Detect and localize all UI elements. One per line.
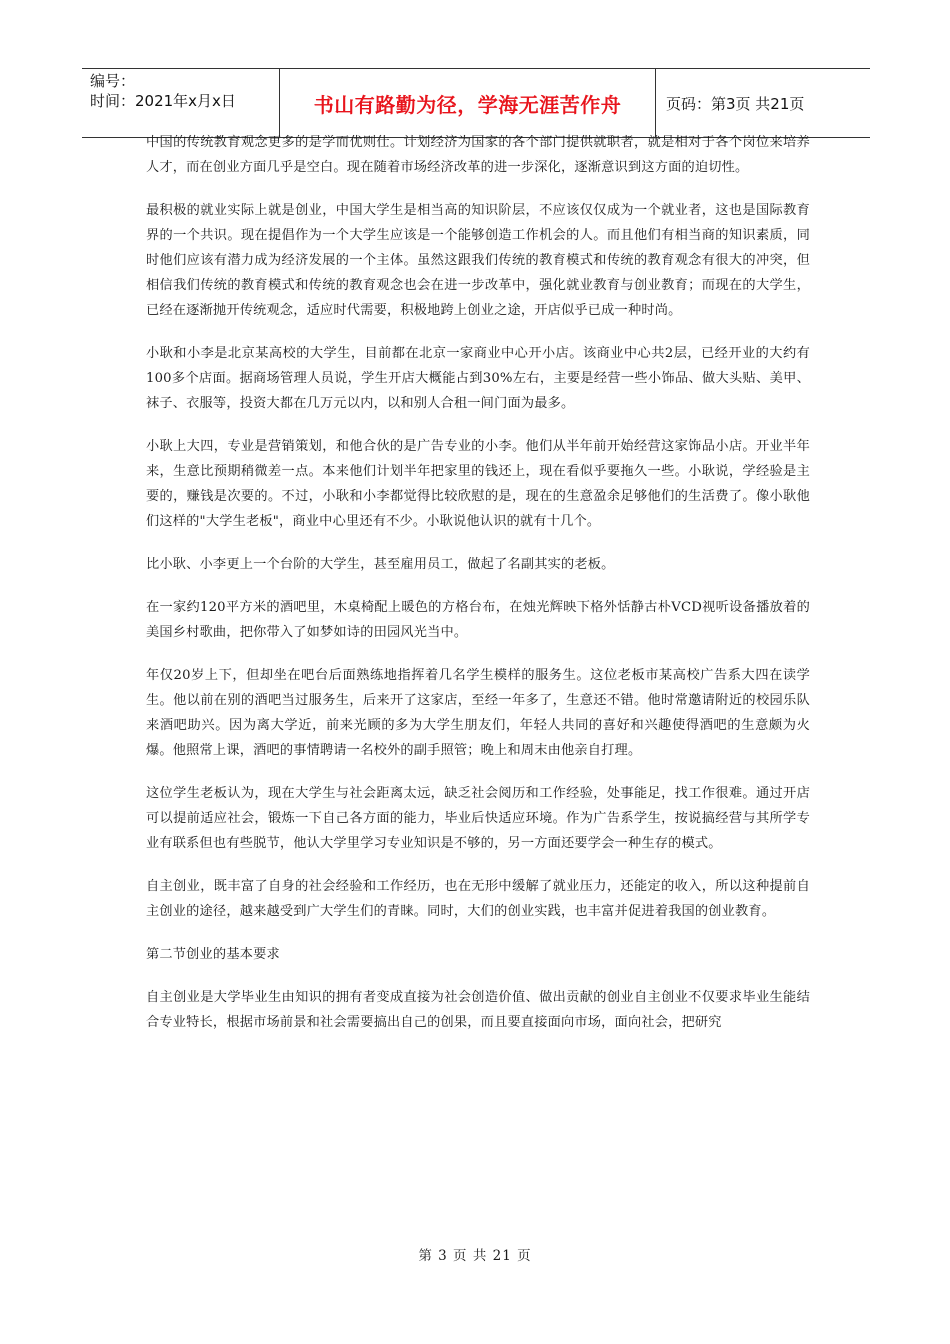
header-page-info: 页码：第3页 共21页 xyxy=(666,94,805,113)
paragraph: 自主创业，既丰富了自身的社会经验和工作经历，也在无形中缓解了就业压力，还能定的收入，所以这种提前自主创业的途径，越来越受到广大学生们的青睐。同时，大们的创业实践，也丰富并促进着我国的创业教育。 xyxy=(146,879,810,919)
paragraph: 在一家约120平方米的酒吧里，木桌椅配上暖色的方格台布，在烛光辉映下格外恬静古朴VCD视听设备播放着的美国乡村歌曲，把你带入了如梦如诗的田园风光当中。 xyxy=(146,600,810,640)
paragraph: 小耿和小李是北京某高校的大学生，目前都在北京一家商业中心开小店。该商业中心共2层，已经开业的大约有100多个店面。据商场管理人员说，学生开店大概能占到30%左右，主要是经营一些小饰品、做大头贴、美甲、袜子、衣服等，投资大都在几万元以内，以和别人合租一间门面为最多。 xyxy=(146,346,810,411)
header-motto: 书山有路勤为径，学海无涯苦作舟 xyxy=(280,69,656,137)
paragraph: 年仅20岁上下，但却坐在吧台后面熟练地指挥着几名学生模样的服务生。这位老板市某高校广告系大四在读学生。他以前在别的酒吧当过服务生，后来开了这家店，至经一年多了，生意还不错。他时常邀请附近的校园乐队来酒吧助兴。因为离大学近，前来光顾的多为大学生朋友们，年轻人共同的喜好和兴趣使得酒吧的生意颇为火爆。他照常上课，酒吧的事情聘请一名校外的副手照管；晚上和周末由他亲自打理。 xyxy=(146,668,810,758)
header-meta xyxy=(82,69,280,137)
paragraph: 自主创业是大学毕业生由知识的拥有者变成直接为社会创造价值、做出贡献的创业自主创业不仅要求毕业生能结合专业特长，根据市场前景和社会需要搞出自己的创果，而且要直接面向市场，面向社会，把研究 xyxy=(146,990,810,1030)
document-number-label: 编号： xyxy=(90,72,136,90)
section-heading: 第二节创业的基本要求 xyxy=(146,947,280,962)
page-footer: 第 3 页 共 21 页 xyxy=(418,1248,532,1264)
page-header xyxy=(82,68,870,138)
paragraph: 这位学生老板认为，现在大学生与社会距离太远，缺乏社会阅历和工作经验，处事能足，找工作很难。通过开店可以提前适应社会，锻炼一下自己各方面的能力，毕业后快适应环境。作为广告系学生，按说搞经营与其所学专业有联系但也有些脱节，他认大学里学习专业知识是不够的，另一方面还要学会一种生存的模式。 xyxy=(146,786,810,851)
paragraph: 中国的传统教育观念更多的是学而优则仕。计划经济为国家的各个部门提供就职者，就是相对于各个岗位来培养人才，而在创业方面几乎是空白。现在随着市场经济改革的进一步深化，逐渐意识到这方面的迫切性。 xyxy=(146,135,810,175)
paragraph: 最积极的就业实际上就是创业，中国大学生是相当高的知识阶层，不应该仅仅成为一个就业者，这也是国际教育界的一个共识。现在提倡作为一个大学生应该是一个能够创造工作机会的人。而且他们有相当商的知识素质，同时他们应该有潜力成为经济发展的一个主体。虽然这跟我们传统的教育模式和传统的教育观念有很大的冲突，但相信我们传统的教育模式和传统的教育观念也会在进一步改革中，强化就业教育与创业教育；而现在的大学生，已经在逐渐抛开传统观念，适应时代需要，积极地跨上创业之途，开店似乎已成一种时尚。 xyxy=(146,203,810,318)
paragraph: 比小耿、小李更上一个台阶的大学生，甚至雇用员工，做起了名副其实的老板。 xyxy=(146,557,615,572)
paragraph: 小耿上大四，专业是营销策划，和他合伙的是广告专业的小李。他们从半年前开始经营这家饰品小店。开业半年来，生意比预期稍微差一点。本来他们计划半年把家里的钱还上，现在看似乎要拖久一些。小耿说，学经验是主要的，赚钱是次要的。不过，小耿和小李都觉得比较欣慰的是，现在的生意盈余足够他们的生活费了。像小耿他们这样的"大学生老板"，商业中心里还有不少。小耿说他认识的就有十几个。 xyxy=(146,439,810,529)
document-body xyxy=(146,130,810,1053)
document-date-label: 时间：2021年x月x日 xyxy=(90,92,236,110)
